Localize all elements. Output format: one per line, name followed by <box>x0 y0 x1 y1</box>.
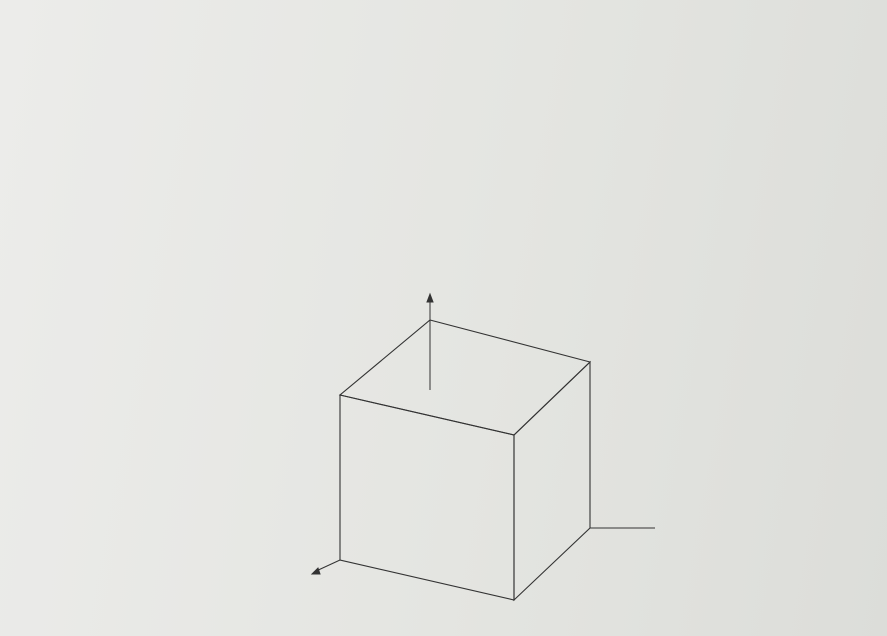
cube-load-diagram <box>300 290 700 620</box>
y-axis-arrow <box>312 568 320 574</box>
axes <box>312 294 655 574</box>
top-face <box>340 320 590 435</box>
z-axis-arrow <box>427 294 433 302</box>
front-face <box>340 395 514 600</box>
right-face <box>514 362 590 600</box>
cube-edges <box>340 320 590 600</box>
